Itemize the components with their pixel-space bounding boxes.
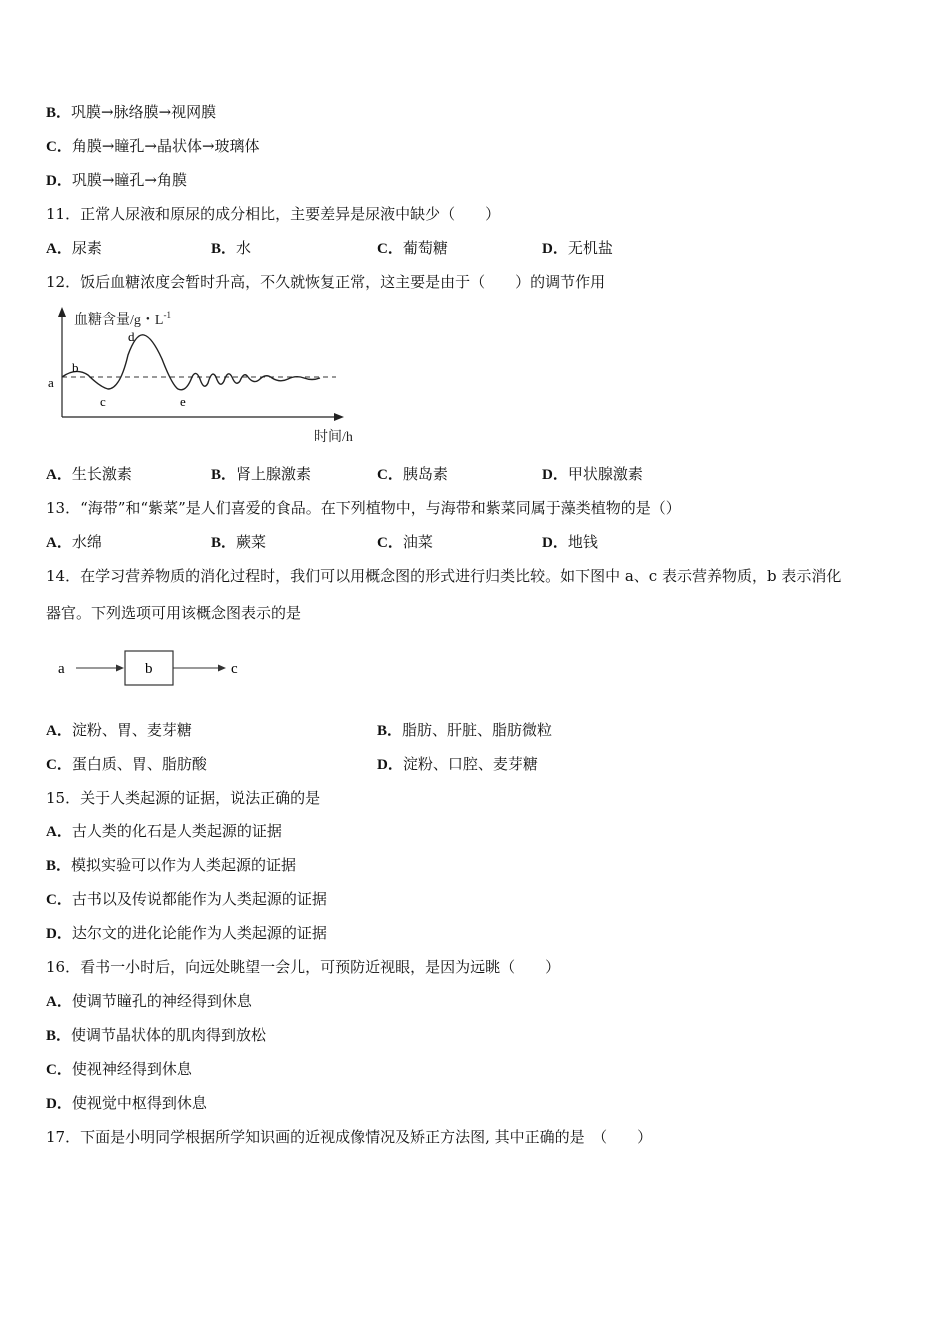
q16-option-a: A．使调节瞳孔的神经得到休息 — [46, 992, 252, 1010]
concept-diagram — [50, 645, 250, 691]
q11-option-c: C．葡萄糖 — [377, 239, 448, 257]
q12-stem: 12．饭后血糖浓度会暂时升高，不久就恢复正常，这主要是由于（ ）的调节作用 — [46, 273, 606, 291]
q12-option-a: A．生长激素 — [46, 465, 132, 483]
q13-option-a: A．水绵 — [46, 533, 102, 551]
concept-arrow-right-head — [218, 665, 226, 672]
q16-stem: 16．看书一小时后，向远处眺望一会儿，可预防近视眼，是因为远眺（ ） — [46, 958, 561, 976]
graph-point-c: c — [100, 394, 106, 409]
q15-option-c: C．古书以及传说都能作为人类起源的证据 — [46, 890, 327, 908]
q14-options-row1 — [46, 720, 906, 740]
q12-option-c: C．胰岛素 — [377, 465, 448, 483]
q16-option-c: C．使视神经得到休息 — [46, 1060, 192, 1078]
q10-option-b: B．巩膜→脉络膜→视网膜 — [46, 103, 217, 121]
graph-curve — [62, 335, 320, 390]
q15-option-a: A．古人类的化石是人类起源的证据 — [46, 822, 282, 840]
q16-option-b: B．使调节晶状体的肌肉得到放松 — [46, 1026, 267, 1044]
graph-y-arrow — [58, 307, 66, 317]
q14-option-a: A．淀粉、胃、麦芽糖 — [46, 721, 192, 739]
graph-point-e: e — [180, 394, 186, 409]
graph-x-arrow — [334, 413, 344, 421]
q13-option-c: C．油菜 — [377, 533, 433, 551]
q13-stem: 13．“海带”和“紫菜”是人们喜爱的食品。在下列植物中，与海带和紫菜同属于藻类植物的是（） — [46, 499, 681, 517]
q15-stem: 15．关于人类起源的证据，说法正确的是 — [46, 789, 321, 807]
concept-box-label: b — [145, 661, 153, 677]
q17-stem: 17．下面是小明同学根据所学知识画的近视成像情况及矫正方法图, 其中正确的是 （ ） — [46, 1128, 653, 1146]
graph-y-label: 血糖含量/g・$L^{-1}$ — [74, 310, 171, 328]
graph-point-b: b — [72, 360, 79, 375]
q10-option-d: D．巩膜→瞳孔→角膜 — [46, 171, 187, 189]
q16-option-d: D．使视觉中枢得到休息 — [46, 1094, 207, 1112]
q14-option-c: C．蛋白质、胃、脂肪酸 — [46, 755, 207, 773]
q10-option-c: C．角膜→瞳孔→晶状体→玻璃体 — [46, 137, 260, 155]
q13-options — [46, 532, 906, 552]
concept-right: c — [231, 661, 238, 677]
graph-point-d: d — [128, 329, 135, 344]
q14-option-b: B．脂肪、肝脏、脂肪微粒 — [377, 721, 553, 739]
q11-option-d: D．无机盐 — [542, 239, 613, 257]
q14-options-row2 — [46, 754, 906, 774]
q15-option-d: D．达尔文的进化论能作为人类起源的证据 — [46, 924, 327, 942]
q13-option-b: B．蕨菜 — [211, 533, 267, 551]
q14-option-d: D．淀粉、口腔、麦芽糖 — [377, 755, 538, 773]
concept-left: a — [58, 661, 65, 677]
q14-stem-line2: 器官。下列选项可用该概念图表示的是 — [46, 604, 302, 622]
concept-arrow-left-head — [116, 665, 124, 672]
blood-sugar-graph — [40, 305, 370, 450]
graph-x-label: 时间/h — [314, 430, 353, 445]
q13-option-d: D．地钱 — [542, 533, 598, 551]
q14-stem-line1: 14．在学习营养物质的消化过程时，我们可以用概念图的形式进行归类比较。如下图中 a、c 表示营养物质，b 表示消化 — [46, 567, 842, 585]
q11-option-b: B．水 — [211, 239, 252, 257]
q11-stem: 11．正常人尿液和原尿的成分相比，主要差异是尿液中缺少（ ） — [46, 205, 501, 223]
graph-point-a: a — [48, 375, 54, 390]
q11-option-a: A．尿素 — [46, 239, 102, 257]
q12-option-d: D．甲状腺激素 — [542, 465, 643, 483]
q15-option-b: B．模拟实验可以作为人类起源的证据 — [46, 856, 297, 874]
q11-options — [46, 238, 906, 258]
q12-options — [46, 464, 906, 484]
q12-option-b: B．肾上腺激素 — [211, 465, 312, 483]
